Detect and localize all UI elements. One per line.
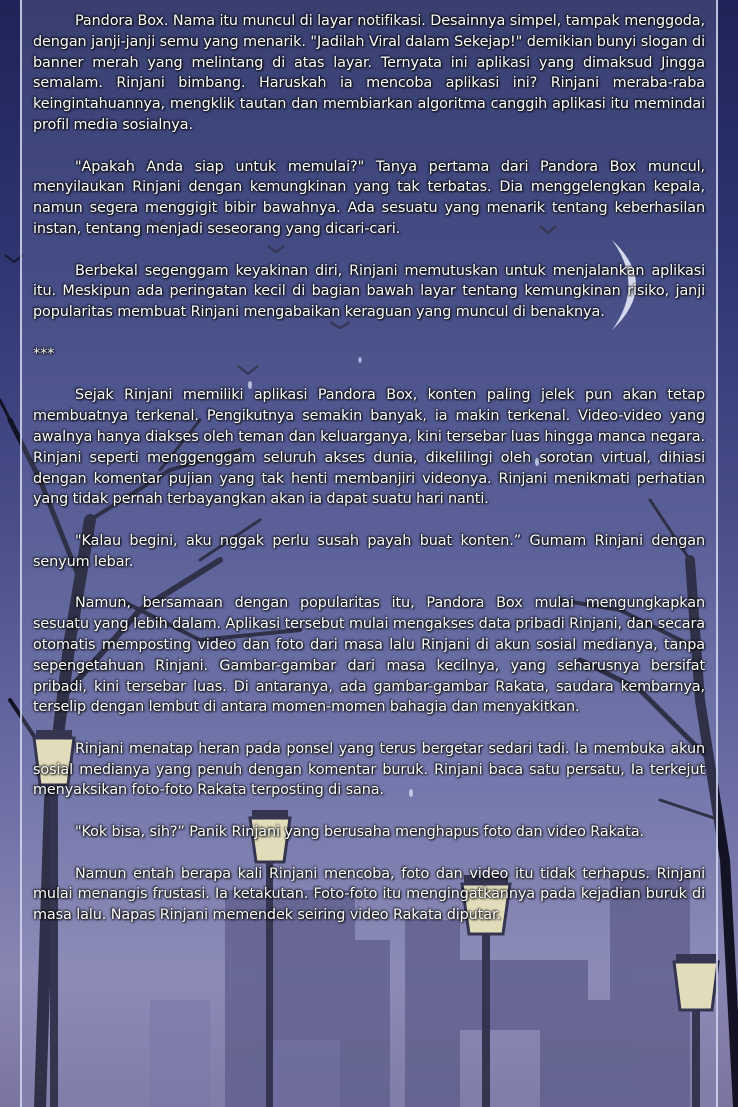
section-separator: ***: [33, 345, 55, 362]
story-paragraph: Rinjani menatap heran pada ponsel yang terus bergetar sedari tadi. Ia membuka akun sosial medianya yang penuh dengan komentar buruk. Rinjani baca satu persatu, Ia terkejut menyaksikan foto-foto Rakata terposting di sana.: [33, 740, 705, 799]
story-paragraph: "Kalau begini, aku nggak perlu susah payah buat konten.” Gumam Rinjani dengan senyum lebar.: [33, 532, 705, 570]
story-text: [33, 11, 705, 947]
story-paragraph: Namun entah berapa kali Rinjani mencoba, foto dan video itu tidak terhapus. Rinjani mulai menangis frustasi. Ia ketakutan. Foto-foto itu mengingatkannya pada kejadian buruk di masa lalu. Napas Rinjani memendek seiring video Rakata diputar.: [33, 865, 705, 924]
story-paragraph: Namun, bersamaan dengan popularitas itu, Pandora Box mulai mengungkapkan sesuatu yang lebih dalam. Aplikasi tersebut mulai mengakses data pribadi Rinjani, dan secara otomatis memposting video dan foto dari masa lalu Rinjani di akun sosial medianya, tanpa sepengetahuan Rinjani. Gambar-gambar dari masa kecilnya, yang seharusnya bersifat pribadi, kini tersebar luas. Di antaranya, ada gambar-gambar Rakata, saudara kembarnya, terselip dengan lembut di antara momen-momen bahagia dan menyakitkan.: [33, 595, 705, 716]
story-paragraph: "Kok bisa, sih?” Panik Rinjani yang berusaha menghapus foto dan video Rakata.: [75, 824, 645, 841]
story-paragraph: Berbekal segenggam keyakinan diri, Rinjani memutuskan untuk menjalankan aplikasi itu. Meskipun ada peringatan kecil di bagian bawah layar tentang kemungkinan risiko, janji popularitas membuat Rinjani mengabaikan keraguan yang muncul di benaknya.: [33, 262, 705, 321]
story-paragraph: Pandora Box. Nama itu muncul di layar notifikasi. Desainnya simpel, tampak menggoda, dengan janji-janji semu yang menarik. "Jadilah Viral dalam Sekejap!" demikian bunyi slogan di banner merah yang melintang di atas layar. Ternyata ini aplikasi yang dimaksud Jingga semalam. Rinjani bimbang. Haruskah ia mencoba aplikasi ini? Rinjani meraba-raba keingintahuannya, mengklik tautan dan membiarkan algoritma canggih aplikasi itu memindai profil media sosialnya.: [33, 13, 705, 133]
story-paragraph: Sejak Rinjani memiliki aplikasi Pandora Box, konten paling jelek pun akan tetap membuatnya terkenal. Pengikutnya semakin banyak, ia makin terkenal. Video-video yang awalnya hanya diakses oleh teman dan keluarganya, kini tersebar luas hingga manca negara. Rinjani seperti menggenggam seluruh akses dunia, dikelilingi oleh sorotan virtual, dihiasi dengan komentar pujian yang tak henti membanjiri videonya. Rinjani menikmati perhatian yang tidak pernah terbayangkan akan ia dapat suatu hari nanti.: [33, 387, 705, 508]
story-paragraph: "Apakah Anda siap untuk memulai?" Tanya pertama dari Pandora Box muncul, menyilaukan Rinjani dengan kemungkinan yang tak terbatas. Dia menggelengkan kepala, namun segera menggigit bibir bawahnya. Ada sesuatu yang menarik tentang keberhasilan instan, tentang menjadi seseorang yang dicari-cari.: [33, 158, 705, 237]
